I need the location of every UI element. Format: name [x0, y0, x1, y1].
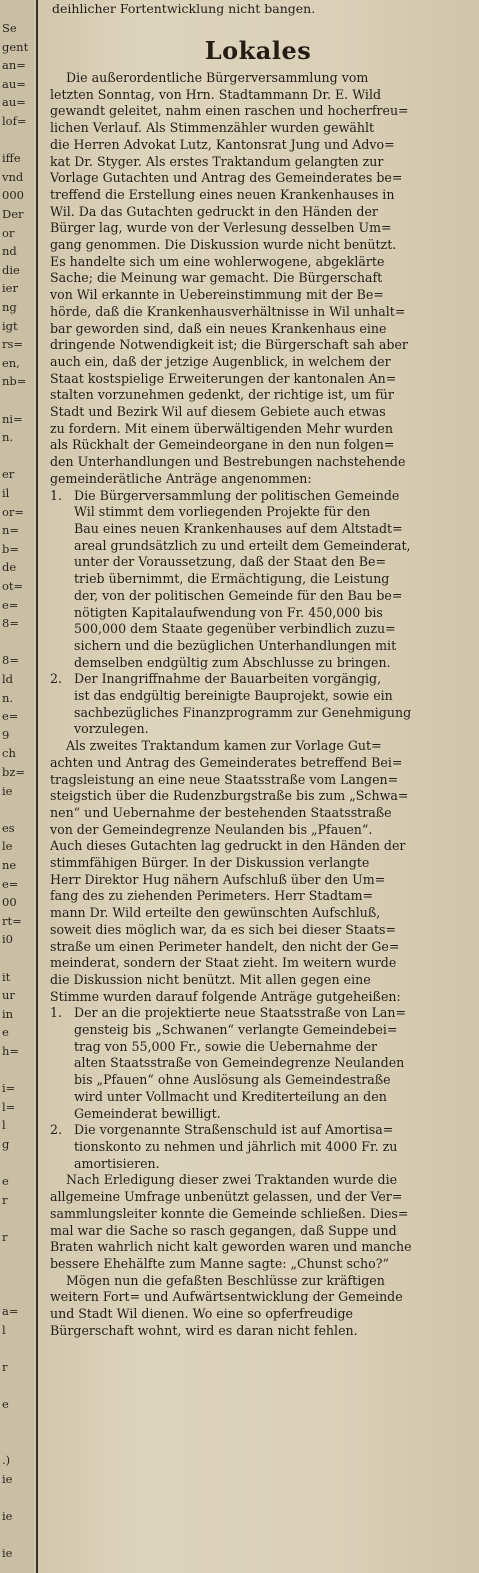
text-line: Bürgerschaft wohnt, wird es daran nicht fehlen.: [50, 1322, 358, 1338]
fragment-line: e=: [2, 876, 19, 891]
fragment-line: or=: [2, 504, 25, 519]
text-line: Bürger lag, wurde von der Verlesung desselben Um=: [50, 220, 392, 236]
text-line: die Diskussion nicht benützt. Mit allen gegen eine: [50, 971, 371, 987]
fragment-line: an=: [2, 58, 26, 73]
fragment-line: in: [2, 1006, 14, 1021]
text-line: wird unter Vollmacht und Krediterteilung an den: [74, 1088, 387, 1104]
fragment-line: ier: [2, 281, 18, 296]
text-line: sichern und die bezüglichen Unterhandlungen mit: [74, 637, 397, 653]
text-line: sammlungsleiter konnte die Gemeinde schließen. Dies=: [50, 1205, 409, 1221]
text-line: Als zweites Traktandum kamen zur Vorlage Gut=: [66, 738, 382, 754]
paragraph-assembly: [50, 70, 464, 488]
motions-road: [50, 1005, 464, 1172]
fragment-line: le: [2, 839, 13, 854]
text-line: Die außerordentliche Bürgerversammlung vom: [66, 70, 369, 85]
text-line: Staat kostspielige Erweiterungen der kantonalen An=: [50, 370, 397, 386]
fragment-line: Se: [2, 21, 17, 35]
motions-hospital: [50, 488, 464, 739]
text-line: hörde, daß die Krankenhausverhältnisse in Wil unhalt=: [50, 303, 406, 319]
fragment-line: il: [2, 486, 10, 500]
fragment-line: ch: [2, 746, 16, 761]
text-line: Nach Erledigung dieser zwei Traktanden wurde die: [66, 1172, 398, 1188]
fragment-line: 8=: [2, 616, 19, 631]
fragment-line: lof=: [2, 114, 27, 128]
fragment-line: l: [2, 1118, 6, 1133]
text-line: trag von 55,000 Fr., sowie die Uebernahme der: [74, 1038, 378, 1054]
text-line: zu fordern. Mit einem überwältigenden Mehr wurden: [50, 420, 393, 436]
fragment-line: ur: [2, 988, 15, 1003]
text-line: sachbezügliches Finanzprogramm zur Genehmigung: [74, 704, 412, 720]
fragment-line: die: [2, 262, 20, 277]
paragraph-closing: [50, 1172, 464, 1272]
fragment-line: .): [2, 1453, 11, 1468]
fragment-line: e=: [2, 709, 19, 724]
fragment-line: n=: [2, 523, 20, 538]
text-line: Gemeinderat bewilligt.: [74, 1105, 221, 1121]
text-line: mann Dr. Wild erteilte den gewünschten Aufschluß,: [50, 905, 381, 921]
text-line: achten und Antrag des Gemeinderates betreffend Bei=: [50, 754, 403, 770]
text-line: mal war die Sache so rasch gegangen, daß Suppe und: [50, 1222, 397, 1238]
fragment-line: ie: [2, 1546, 13, 1561]
fragment-line: en,: [2, 355, 20, 370]
fragment-line: ld: [2, 672, 14, 686]
fragment-line: l=: [2, 1099, 16, 1114]
text-line: bis „Pfauen“ ohne Auslösung als Gemeindestraße: [74, 1072, 391, 1088]
fragment-line: au=: [2, 95, 26, 110]
text-line: stimmfähigen Bürger. In der Diskussion verlangte: [50, 855, 370, 871]
fragment-line: ni=: [2, 411, 23, 426]
text-line: Sache; die Meinung war gemacht. Die Bürgerschaft: [50, 270, 383, 286]
text-line: fang des zu ziehenden Perimeters. Herr Stadtam=: [50, 888, 374, 904]
text-line: nen“ und Uebernahme der bestehenden Staatsstraße: [50, 804, 392, 820]
text-line: den Unterhandlungen und Bestrebungen nachstehende: [50, 454, 406, 470]
fragment-line: ng: [2, 300, 17, 314]
text-line: Es handelte sich um eine wohlerwogene, abgeklärte: [50, 253, 385, 269]
list-number: 2.: [50, 1122, 63, 1138]
fragment-line: e: [2, 1174, 9, 1189]
fragment-line: l: [2, 1323, 6, 1337]
fragment-line: b=: [2, 541, 19, 556]
text-line: straße um einen Perimeter handelt, den nicht der Ge=: [50, 938, 400, 954]
text-line: treffend die Erstellung eines neuen Krankenhauses in: [50, 186, 395, 202]
text-line: Der Inangriffnahme der Bauarbeiten vorgängig,: [74, 671, 382, 687]
text-line: vorzulegen.: [74, 721, 149, 737]
adjacent-column-fragments: [0, 0, 34, 1573]
text-line: unter der Voraussetzung, daß der Staat den Be=: [74, 554, 387, 570]
text-line: letzten Sonntag, von Hrn. Stadtammann Dr. E. Wild: [50, 86, 382, 102]
list-item: [50, 671, 464, 738]
fragment-line: rs=: [2, 337, 24, 352]
text-line: Wil. Da das Gutachten gedruckt in den Händen der: [50, 203, 378, 219]
list-number: 1.: [50, 1005, 63, 1021]
text-line: und Stadt Wil dienen. Wo eine so opferfreudige: [50, 1306, 354, 1322]
fragment-line: ne: [2, 858, 17, 872]
article-body: [50, 70, 464, 1339]
list-item: [50, 488, 464, 672]
text-line: bar geworden sind, daß ein neues Krankenhaus eine: [50, 320, 387, 336]
fragment-line: g: [2, 1137, 10, 1151]
text-line: alten Staatsstraße von Gemeindegrenze Neulanden: [74, 1055, 405, 1071]
fragment-line: e: [2, 1397, 9, 1412]
fragment-line: a=: [2, 1304, 19, 1319]
fragment-line: ie: [2, 783, 13, 798]
text-line: tionskonto zu nehmen und jährlich mit 4000 Fr. zu: [74, 1139, 398, 1154]
text-line: von der Gemeindegrenze Neulanden bis „Pfauen“.: [50, 821, 373, 837]
text-line: soweit dies möglich war, da es sich bei dieser Staats=: [50, 921, 397, 937]
text-line: auch ein, daß der jetzige Augenblick, in welchem der: [50, 353, 391, 369]
text-line: Die Bürgerversammlung der politischen Gemeinde: [74, 487, 400, 503]
text-line: tragsleistung an eine neue Staatsstraße vom Langen=: [50, 771, 399, 787]
list-number: 2.: [50, 671, 63, 687]
text-line: stalten vorzunehmen gedenkt, der richtige ist, um für: [50, 387, 394, 403]
fragment-line: r: [2, 1230, 8, 1244]
fragment-line: ie: [2, 1471, 13, 1486]
previous-article-tail: deihlicher Fortentwicklung nicht bangen.: [52, 1, 316, 16]
text-line: gewandt geleitet, nahm einen raschen und hocherfreu=: [50, 103, 409, 119]
fragment-line: 9: [2, 727, 10, 742]
fragment-line: au=: [2, 76, 26, 91]
fragment-line: n.: [2, 690, 14, 705]
text-line: gensteig bis „Schwanen“ verlangte Gemeindebei=: [74, 1022, 398, 1038]
column-rule: [36, 0, 38, 1573]
fragment-line: rt=: [2, 913, 22, 928]
text-line: Herr Direktor Hug nähern Aufschluß über den Um=: [50, 871, 386, 887]
fragment-line: 000: [2, 188, 24, 203]
fragment-line: e: [2, 1025, 9, 1040]
fragment-line: e=: [2, 597, 19, 612]
text-line: gemeinderätliche Anträge angenommen:: [50, 470, 312, 486]
text-line: steigstich über die Rudenzburgstraße bis zum „Schwa=: [50, 788, 409, 804]
fragment-line: de: [2, 560, 17, 575]
text-line: Wil stimmt dem vorliegenden Projekte für den: [74, 504, 371, 520]
fragment-line: 00: [2, 895, 17, 910]
text-line: als Rückhalt der Gemeindeorgane in den nun folgen=: [50, 437, 395, 453]
text-line: 500,000 dem Staate gegenüber verbindlich zuzu=: [74, 621, 396, 637]
fragment-line: r: [2, 1360, 8, 1375]
fragment-line: igt: [2, 318, 18, 333]
text-line: meinderat, sondern der Staat zieht. Im weitern wurde: [50, 955, 397, 971]
paragraph-road: [50, 738, 464, 1005]
text-line: der, von der politischen Gemeinde für den Bau be=: [74, 587, 403, 603]
fragment-line: ie: [2, 1509, 13, 1523]
fragment-line: vnd: [2, 169, 24, 184]
fragment-line: it: [2, 969, 11, 984]
fragment-line: Der: [2, 207, 24, 221]
text-line: gang genommen. Die Diskussion wurde nicht benützt.: [50, 237, 397, 253]
text-line: amortisieren.: [74, 1155, 160, 1171]
text-line: allgemeine Umfrage unbenützt gelassen, und der Ver=: [50, 1189, 403, 1205]
text-line: Braten wahrlich nicht kalt geworden waren und manche: [50, 1239, 412, 1255]
list-number: 1.: [50, 487, 63, 503]
text-line: von Wil erkannte in Uebereinstimmung mit der Be=: [50, 287, 384, 303]
text-line: ist das endgültig bereinigte Bauprojekt, sowie ein: [74, 688, 393, 704]
fragment-line: h=: [2, 1044, 20, 1058]
fragment-line: ot=: [2, 579, 24, 593]
fragment-line: i=: [2, 1081, 16, 1096]
list-item: [50, 1122, 464, 1172]
fragment-line: gent: [2, 39, 29, 54]
text-line: die Herren Advokat Lutz, Kantonsrat Jung und Advo=: [50, 136, 395, 152]
text-line: Vorlage Gutachten und Antrag des Gemeinderates be=: [50, 170, 403, 186]
fragment-line: es: [2, 820, 15, 835]
fragment-line: bz=: [2, 765, 26, 779]
text-line: areal grundsätzlich zu und erteilt dem Gemeinderat,: [74, 537, 411, 553]
text-line: demselben endgültig zum Abschlusse zu bringen.: [74, 654, 391, 670]
fragment-line: iffe: [2, 151, 21, 166]
fragment-line: er: [2, 467, 15, 482]
fragment-line: r: [2, 1192, 8, 1207]
text-line: Die vorgenannte Straßenschuld ist auf Amortisa=: [74, 1122, 394, 1138]
fragment-line: n.: [2, 430, 14, 445]
text-line: dringende Notwendigkeit ist; die Bürgerschaft sah aber: [50, 337, 408, 353]
text-line: trieb übernimmt, die Ermächtigung, die Leistung: [74, 571, 390, 587]
paragraph-wish: [50, 1273, 464, 1340]
text-line: Stadt und Bezirk Wil auf diesem Gebiete auch etwas: [50, 404, 386, 420]
text-line: weitern Fort= und Aufwärtsentwicklung der Gemeinde: [50, 1289, 403, 1305]
text-line: Der an die projektierte neue Staatsstraße von Lan=: [74, 1005, 407, 1021]
text-line: Auch dieses Gutachten lag gedruckt in den Händen der: [50, 838, 406, 854]
text-line: Stimme wurden darauf folgende Anträge gutgeheißen:: [50, 988, 401, 1004]
fragment-line: nd: [2, 244, 17, 259]
text-line: Mögen nun die gefaßten Beschlüsse zur kräftigen: [66, 1272, 385, 1288]
text-line: Bau eines neuen Krankenhauses auf dem Altstadt=: [74, 520, 403, 536]
text-line: lichen Verlauf. Als Stimmenzähler wurden gewählt: [50, 120, 375, 136]
text-line: kat Dr. Styger. Als erstes Traktandum gelangten zur: [50, 153, 384, 169]
fragment-line: 8=: [2, 653, 19, 668]
section-heading: Lokales: [204, 36, 312, 65]
fragment-line: i0: [2, 932, 13, 947]
text-line: nötigten Kapitalaufwendung von Fr. 450,000 bis: [74, 604, 383, 620]
fragment-line: nb=: [2, 374, 27, 389]
text-line: bessere Ehehälfte zum Manne sagte: „Chunst scho?“: [50, 1255, 389, 1271]
list-item: [50, 1005, 464, 1122]
fragment-line: or: [2, 225, 15, 240]
